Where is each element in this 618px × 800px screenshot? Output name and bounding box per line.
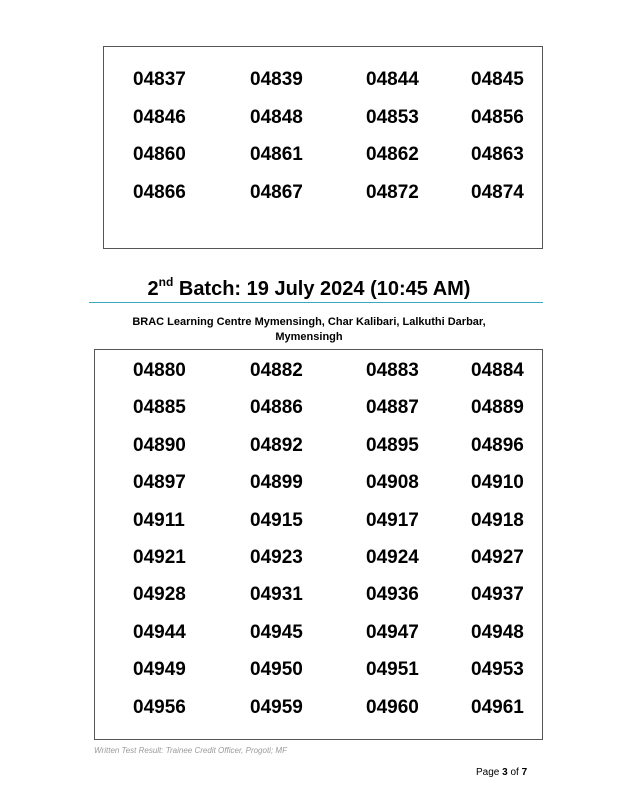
roll-number: 04950 (250, 659, 303, 681)
page-of: of (507, 767, 522, 778)
venue-line-1: BRAC Learning Centre Mymensingh, Char Kalibari, Lalkuthi Darbar, (132, 316, 486, 328)
batch-title: Batch: 19 July 2024 (10:45 AM) (173, 278, 471, 300)
roll-number: 04908 (366, 472, 419, 494)
roll-number: 04948 (471, 621, 524, 643)
roll-number: 04885 (133, 397, 186, 419)
roll-number: 04956 (133, 696, 186, 718)
roll-number: 04959 (250, 696, 303, 718)
roll-number: 04892 (250, 434, 303, 456)
batch-ordinal-suffix: nd (158, 275, 174, 289)
roll-number: 04872 (366, 181, 419, 203)
roll-number: 04848 (250, 106, 303, 128)
roll-number: 04947 (366, 621, 419, 643)
page-total: 7 (521, 767, 528, 778)
roll-number: 04899 (250, 472, 303, 494)
roll-number: 04853 (366, 106, 419, 128)
roll-number: 04910 (471, 472, 524, 494)
batch-heading (0, 276, 618, 299)
roll-number: 04860 (133, 144, 186, 165)
roll-number: 04953 (471, 659, 524, 681)
heading-underline (89, 302, 543, 303)
roll-number: 04862 (366, 144, 419, 165)
roll-number: 04961 (471, 696, 524, 718)
roll-number: 04839 (250, 69, 303, 90)
roll-number: 04918 (471, 509, 524, 531)
page-label: Page (476, 767, 503, 778)
footer-note: Written Test Result: Trainee Credit Officer, Progoti; MF (94, 746, 287, 755)
roll-number: 04874 (471, 181, 524, 203)
roll-number: 04890 (133, 434, 186, 456)
roll-number: 04861 (250, 144, 303, 165)
roll-number: 04895 (366, 434, 419, 456)
roll-number: 04949 (133, 659, 186, 681)
roll-number: 04889 (471, 397, 524, 419)
roll-number: 04887 (366, 397, 419, 419)
roll-number: 04951 (366, 659, 419, 681)
batch-ordinal-number: 2 (147, 278, 159, 300)
roll-number: 04884 (471, 360, 524, 381)
roll-number: 04844 (366, 69, 419, 90)
roll-number: 04880 (133, 360, 186, 381)
roll-number: 04917 (366, 509, 419, 531)
roll-number: 04886 (250, 397, 303, 419)
roll-number: 04945 (250, 621, 303, 643)
roll-number: 04960 (366, 696, 419, 718)
roll-number: 04863 (471, 144, 524, 165)
roll-number: 04856 (471, 106, 524, 128)
roll-number: 04897 (133, 472, 186, 494)
roll-number: 04883 (366, 360, 419, 381)
roll-number: 04931 (250, 584, 303, 606)
roll-number: 04882 (250, 360, 303, 381)
page-current: 3 (502, 767, 508, 778)
roll-number: 04837 (133, 69, 186, 90)
roll-number: 04845 (471, 69, 524, 90)
roll-number: 04867 (250, 181, 303, 203)
roll-number: 04911 (133, 509, 185, 531)
roll-number: 04846 (133, 106, 186, 128)
roll-number: 04936 (366, 584, 419, 606)
roll-number: 04921 (133, 547, 186, 568)
roll-number: 04915 (250, 509, 303, 531)
venue-address (0, 315, 618, 345)
roll-number: 04866 (133, 181, 186, 203)
roll-number: 04924 (366, 547, 419, 568)
roll-number: 04944 (133, 621, 186, 643)
roll-number: 04927 (471, 547, 524, 568)
roll-number: 04928 (133, 584, 186, 606)
roll-number: 04937 (471, 584, 524, 606)
roll-number: 04896 (471, 434, 524, 456)
page-number (476, 767, 527, 778)
roll-number: 04923 (250, 547, 303, 568)
venue-line-2: Mymensingh (275, 331, 343, 343)
